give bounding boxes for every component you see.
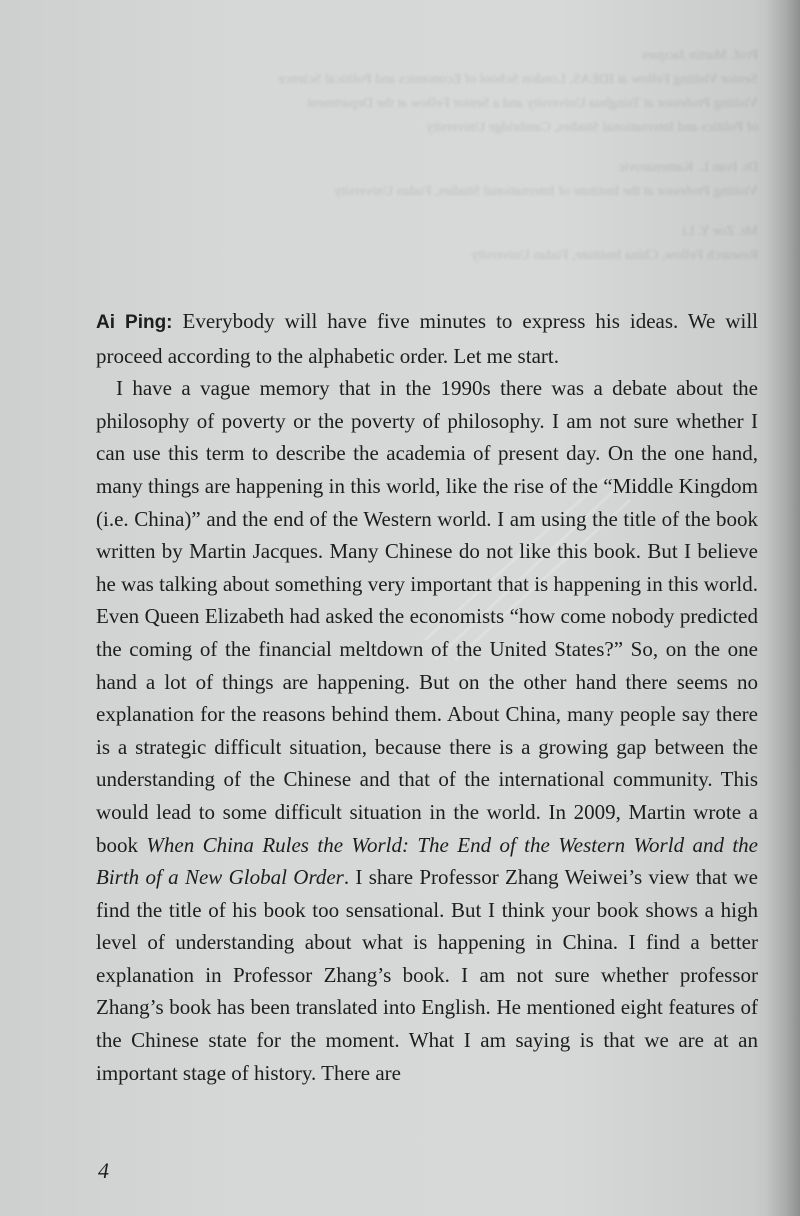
speaker-name: Ai Ping:	[96, 312, 173, 333]
paragraph-main	[96, 372, 758, 1089]
spine-shadow	[766, 0, 800, 1216]
paragraph-text-part-1: I have a vague memory that in the 1990s there was a debate about the philosophy of poverty or the poverty of philosophy. I am not sure whether I can use this term to describe the academia of present day. On the one hand, many things are happening in this world, like the rise of the “Middle Kingdom (i.e. China)” and the end of the Western world. I am using the title of the book written by Martin Jacques. Many Chinese do not like this book. But I believe he was talking about something very important that is happening in this world. Even Queen Elizabeth had asked the economists “how come nobody predicted the coming of the financial meltdown of the United States?” So, on the one hand a lot of things are happening. But on the other hand there seems no explanation for the reasons behind them. About China, many people say there is a strategic difficult situation, because there is a growing gap between the understanding of the Chinese and that of the international community. This would lead to some difficult situation in the world. In 2009, Martin wrote a book	[96, 376, 758, 857]
show-through-from-reverse-page: Prof. Martin Jacques Senior Visiting Fellow at IDEAS, London School of Economics and Political Science Visiting Professor at Tsinghua University and a Senior Fellow at the Department of Politics and International Studies, Cambridge University Dr. Ivan L. Kamenarovic Visiting Professor at the Institute of International Studies, Fudan University Mr. Zoe Y. Li Research Fellow, China Institute, Fudan University	[278, 48, 758, 263]
paragraph-ai-ping	[96, 305, 758, 372]
book-title: When China Rules the World: The End of the Western World and the Birth of a New Global Order	[96, 832, 758, 890]
paragraph-text-part-2: . I share Professor Zhang Weiwei’s view that we find the title of his book too sensational. But I think your book shows a high level of understanding about what is happening in China. I find a better explanation in Professor Zhang’s book. I am not sure whether professor Zhang’s book has been translated into English. He mentioned eight features of the Chinese state for the moment. What I am saying is that we are at an important stage of history. There are	[96, 865, 758, 1085]
paragraph-text: Everybody will have five minutes to express his ideas. We will proceed according to the alphabetic order. Let me start.	[96, 309, 758, 368]
body-text	[96, 305, 758, 1089]
page-number: 4	[98, 1158, 109, 1183]
